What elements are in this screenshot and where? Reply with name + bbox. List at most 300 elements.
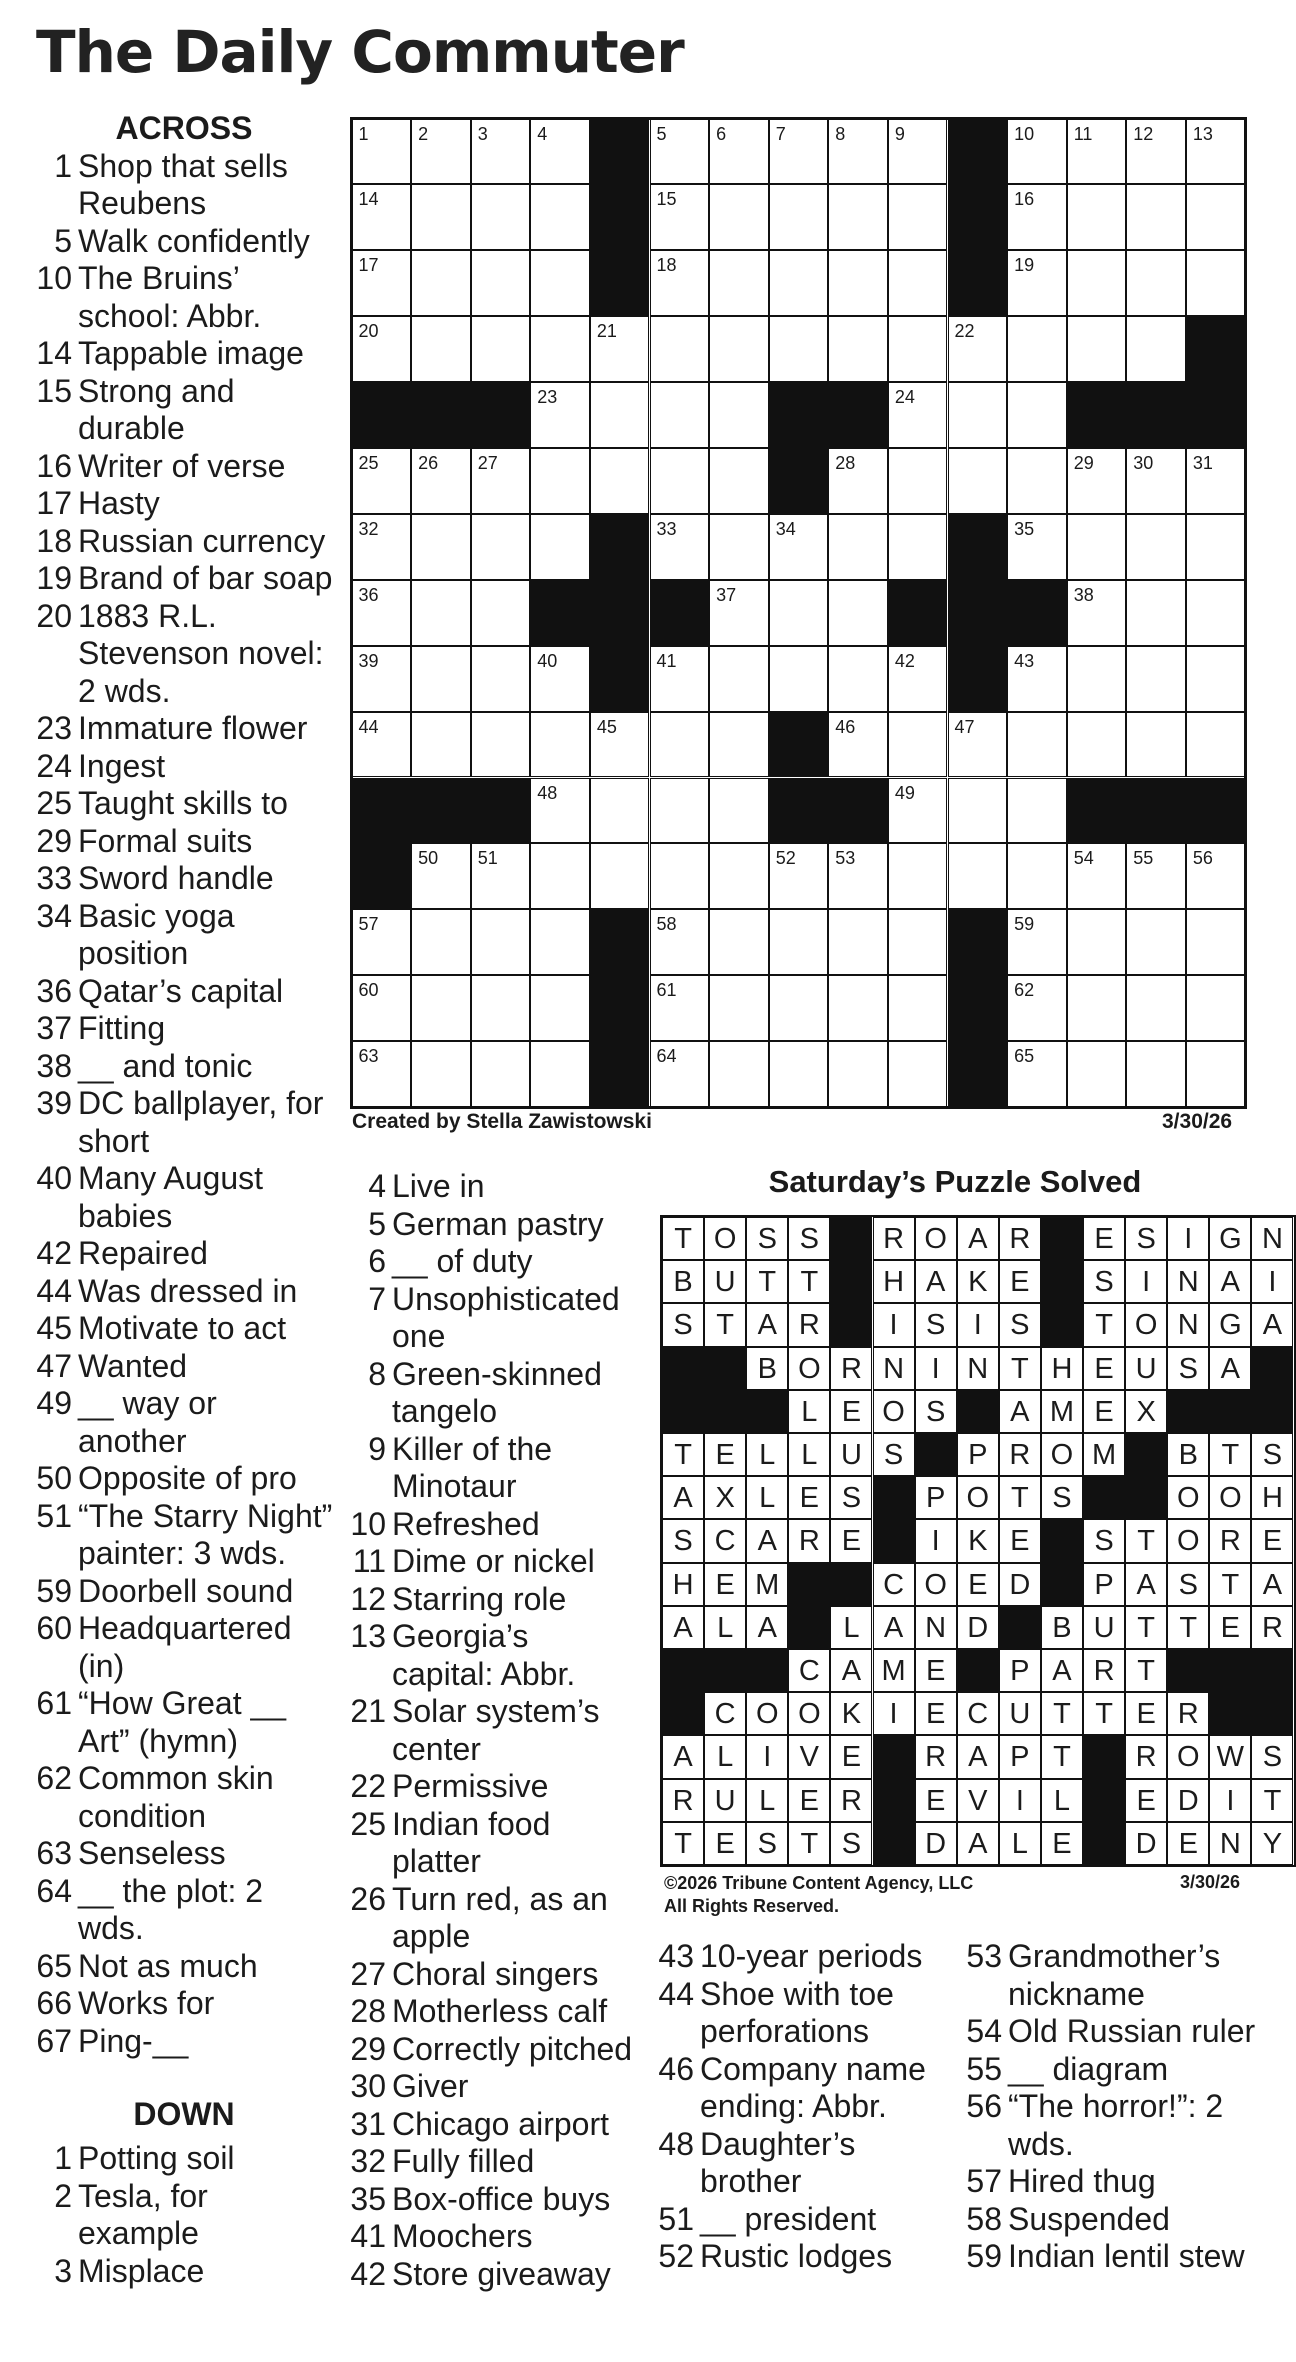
copyright-line2: All Rights Reserved. bbox=[664, 1896, 840, 1916]
solution-cell: Y bbox=[1251, 1822, 1293, 1865]
grid-cell[interactable] bbox=[530, 975, 590, 1041]
grid-cell[interactable] bbox=[650, 778, 710, 844]
grid-cell[interactable] bbox=[1067, 119, 1127, 185]
grid-cell[interactable] bbox=[888, 448, 948, 514]
grid-cell[interactable] bbox=[769, 250, 829, 316]
grid-cell[interactable] bbox=[471, 250, 531, 316]
grid-cell[interactable] bbox=[411, 975, 471, 1041]
solution-cell: M bbox=[873, 1649, 915, 1692]
solution-cell: R bbox=[830, 1347, 872, 1390]
grid-cell[interactable] bbox=[352, 975, 412, 1041]
grid-cell[interactable] bbox=[411, 316, 471, 382]
grid-cell[interactable] bbox=[1126, 909, 1186, 975]
cell-number: 55 bbox=[1133, 848, 1154, 869]
grid-cell[interactable] bbox=[352, 250, 412, 316]
grid-cell[interactable] bbox=[709, 1041, 769, 1107]
clue-number: 5 bbox=[54, 222, 72, 259]
grid-cell[interactable] bbox=[471, 448, 531, 514]
grid-cell[interactable] bbox=[530, 1041, 590, 1107]
solution-cell: N bbox=[1209, 1822, 1251, 1865]
solution-cell: B bbox=[746, 1347, 788, 1390]
grid-cell[interactable] bbox=[530, 909, 590, 975]
grid-cell[interactable] bbox=[1067, 514, 1127, 580]
grid-cell[interactable] bbox=[1186, 184, 1246, 250]
grid-cell[interactable] bbox=[828, 712, 888, 778]
grid-cell[interactable] bbox=[411, 119, 471, 185]
grid-cell[interactable] bbox=[1186, 250, 1246, 316]
clue-text: Daughter’s brother bbox=[700, 2125, 856, 2199]
grid-cell[interactable] bbox=[1067, 580, 1127, 646]
grid-block bbox=[948, 975, 1008, 1041]
grid-cell[interactable] bbox=[1067, 250, 1127, 316]
grid-cell[interactable] bbox=[650, 514, 710, 580]
grid-cell[interactable] bbox=[1007, 712, 1067, 778]
grid-cell[interactable] bbox=[1126, 316, 1186, 382]
grid-cell[interactable] bbox=[530, 514, 590, 580]
grid-cell[interactable] bbox=[1186, 448, 1246, 514]
grid-cell[interactable] bbox=[769, 843, 829, 909]
solution-cell: A bbox=[1041, 1649, 1083, 1692]
solution-cell: T bbox=[1125, 1606, 1167, 1649]
solution-cell: W bbox=[1209, 1735, 1251, 1778]
solution-cell: A bbox=[873, 1606, 915, 1649]
grid-cell[interactable] bbox=[471, 646, 531, 712]
grid-cell[interactable] bbox=[530, 250, 590, 316]
grid-cell[interactable] bbox=[1007, 448, 1067, 514]
grid-cell[interactable] bbox=[709, 119, 769, 185]
cell-number: 17 bbox=[358, 255, 379, 276]
grid-cell[interactable] bbox=[1067, 316, 1127, 382]
clue bbox=[656, 2126, 956, 2201]
cell-number: 20 bbox=[358, 321, 379, 342]
solution-block bbox=[957, 1390, 999, 1433]
grid-cell[interactable] bbox=[1126, 250, 1186, 316]
grid-cell[interactable] bbox=[590, 448, 650, 514]
solution-block bbox=[746, 1649, 788, 1692]
cell-number: 56 bbox=[1192, 848, 1213, 869]
clue-number: 9 bbox=[368, 1430, 386, 1467]
grid-cell[interactable] bbox=[888, 975, 948, 1041]
grid-cell[interactable] bbox=[590, 382, 650, 448]
solution-cell: I bbox=[1125, 1260, 1167, 1303]
solution-cell: L bbox=[788, 1433, 830, 1476]
grid-cell[interactable] bbox=[352, 1041, 412, 1107]
grid-cell[interactable] bbox=[1126, 646, 1186, 712]
grid-cell[interactable] bbox=[709, 448, 769, 514]
grid-cell[interactable] bbox=[709, 580, 769, 646]
grid-cell[interactable] bbox=[352, 184, 412, 250]
clue bbox=[964, 1938, 1269, 2013]
grid-cell[interactable] bbox=[1007, 316, 1067, 382]
grid-cell[interactable] bbox=[888, 184, 948, 250]
across-heading: ACROSS bbox=[115, 110, 253, 146]
clue bbox=[34, 823, 334, 861]
grid-cell[interactable] bbox=[530, 382, 590, 448]
clue bbox=[34, 1573, 334, 1611]
clue-text: __ and tonic bbox=[78, 1047, 253, 1084]
grid-cell[interactable] bbox=[1007, 778, 1067, 844]
clue-number: 59 bbox=[966, 2238, 1002, 2274]
grid-cell[interactable] bbox=[828, 646, 888, 712]
grid-cell[interactable] bbox=[1007, 184, 1067, 250]
cell-number: 11 bbox=[1073, 123, 1093, 144]
grid-cell[interactable] bbox=[471, 316, 531, 382]
grid-cell[interactable] bbox=[530, 843, 590, 909]
clue bbox=[34, 523, 334, 561]
solution-block bbox=[788, 1606, 830, 1649]
grid-cell[interactable] bbox=[530, 778, 590, 844]
grid-cell[interactable] bbox=[411, 843, 471, 909]
clue-number: 57 bbox=[966, 2163, 1002, 2199]
solution-cell: G bbox=[1209, 1217, 1251, 1260]
grid-cell[interactable] bbox=[709, 909, 769, 975]
solution-cell: U bbox=[704, 1260, 746, 1303]
grid-block bbox=[1186, 382, 1246, 448]
grid-cell[interactable] bbox=[828, 250, 888, 316]
grid-cell[interactable] bbox=[530, 448, 590, 514]
clue bbox=[348, 1618, 638, 1693]
clue bbox=[34, 1835, 334, 1873]
solution-cell: A bbox=[746, 1519, 788, 1562]
clue-text: Dime or nickel bbox=[392, 1543, 595, 1579]
grid-cell[interactable] bbox=[650, 909, 710, 975]
grid-cell[interactable] bbox=[1067, 646, 1127, 712]
grid-cell[interactable] bbox=[769, 580, 829, 646]
grid-cell[interactable] bbox=[352, 316, 412, 382]
grid-cell[interactable] bbox=[888, 778, 948, 844]
grid-block bbox=[352, 382, 412, 448]
grid-cell[interactable] bbox=[1126, 119, 1186, 185]
clue-number: 51 bbox=[36, 1497, 72, 1534]
grid-cell[interactable] bbox=[948, 316, 1008, 382]
grid-cell[interactable] bbox=[709, 843, 769, 909]
grid-cell[interactable] bbox=[352, 119, 412, 185]
grid-cell[interactable] bbox=[888, 1041, 948, 1107]
clue-number: 33 bbox=[36, 860, 72, 896]
grid-cell[interactable] bbox=[471, 909, 531, 975]
grid-cell[interactable] bbox=[828, 316, 888, 382]
grid-cell[interactable] bbox=[1007, 975, 1067, 1041]
grid-cell[interactable] bbox=[352, 646, 412, 712]
solution-cell: C bbox=[788, 1649, 830, 1692]
grid-block bbox=[590, 975, 650, 1041]
grid-cell[interactable] bbox=[1186, 646, 1246, 712]
solution-block bbox=[830, 1563, 872, 1606]
masthead-title: The Daily Commuter bbox=[36, 18, 684, 86]
grid-cell[interactable] bbox=[1067, 1041, 1127, 1107]
grid-cell[interactable] bbox=[1007, 909, 1067, 975]
grid-cell[interactable] bbox=[888, 382, 948, 448]
grid-cell[interactable] bbox=[1126, 843, 1186, 909]
solution-cell: N bbox=[957, 1347, 999, 1390]
grid-cell[interactable] bbox=[769, 646, 829, 712]
clue-text: Motherless calf bbox=[392, 1993, 608, 2029]
grid-cell[interactable] bbox=[411, 712, 471, 778]
grid-cell[interactable] bbox=[1067, 448, 1127, 514]
grid-cell[interactable] bbox=[1067, 975, 1127, 1041]
grid-cell[interactable] bbox=[1186, 909, 1246, 975]
solution-cell: E bbox=[1041, 1822, 1083, 1865]
clue-number: 49 bbox=[36, 1385, 72, 1421]
grid-cell[interactable] bbox=[769, 184, 829, 250]
solution-block bbox=[1041, 1303, 1083, 1346]
grid-cell[interactable] bbox=[590, 778, 650, 844]
grid-cell[interactable] bbox=[1186, 514, 1246, 580]
clue-text: Company name ending: Abbr. bbox=[700, 2050, 926, 2124]
clue bbox=[34, 1460, 334, 1498]
grid-cell[interactable] bbox=[769, 909, 829, 975]
grid-cell[interactable] bbox=[1067, 184, 1127, 250]
grid-cell[interactable] bbox=[471, 975, 531, 1041]
clue-number: 35 bbox=[350, 2180, 386, 2217]
grid-cell[interactable] bbox=[471, 514, 531, 580]
solution-cell: T bbox=[788, 1822, 830, 1865]
grid-cell[interactable] bbox=[709, 712, 769, 778]
grid-cell[interactable] bbox=[1126, 712, 1186, 778]
grid-block bbox=[590, 514, 650, 580]
clue-text: Rustic lodges bbox=[700, 2238, 893, 2274]
grid-block bbox=[590, 646, 650, 712]
grid-cell[interactable] bbox=[1186, 712, 1246, 778]
clue-text: Suspended bbox=[1008, 2200, 1170, 2237]
grid-cell[interactable] bbox=[709, 250, 769, 316]
grid-cell[interactable] bbox=[411, 448, 471, 514]
grid-cell[interactable] bbox=[1007, 646, 1067, 712]
grid-cell[interactable] bbox=[1186, 975, 1246, 1041]
cell-number: 57 bbox=[358, 914, 379, 935]
grid-cell[interactable] bbox=[650, 316, 710, 382]
grid-cell[interactable] bbox=[1007, 514, 1067, 580]
grid-cell[interactable] bbox=[1067, 909, 1127, 975]
solution-cell: B bbox=[1167, 1433, 1209, 1476]
cell-number: 28 bbox=[835, 453, 856, 473]
grid-cell[interactable] bbox=[1126, 1041, 1186, 1107]
cell-number: 22 bbox=[954, 321, 975, 342]
grid-cell[interactable] bbox=[352, 514, 412, 580]
grid-cell[interactable] bbox=[650, 184, 710, 250]
grid-cell[interactable] bbox=[709, 975, 769, 1041]
grid-cell[interactable] bbox=[650, 646, 710, 712]
grid-cell[interactable] bbox=[1067, 843, 1127, 909]
grid-cell[interactable] bbox=[828, 514, 888, 580]
grid-cell[interactable] bbox=[650, 975, 710, 1041]
solution-cell: O bbox=[1209, 1476, 1251, 1519]
grid-cell[interactable] bbox=[1007, 843, 1067, 909]
grid-cell[interactable] bbox=[1007, 382, 1067, 448]
grid-cell[interactable] bbox=[888, 514, 948, 580]
grid-cell[interactable] bbox=[769, 514, 829, 580]
clue-number: 10 bbox=[36, 260, 72, 296]
grid-cell[interactable] bbox=[1126, 975, 1186, 1041]
grid-cell[interactable] bbox=[1186, 843, 1246, 909]
grid-cell[interactable] bbox=[590, 843, 650, 909]
clue-number: 55 bbox=[966, 2050, 1002, 2087]
grid-cell[interactable] bbox=[1186, 580, 1246, 646]
cell-number: 36 bbox=[358, 584, 379, 605]
solution-cell: A bbox=[746, 1303, 788, 1346]
solution-block bbox=[1083, 1476, 1125, 1519]
grid-cell[interactable] bbox=[709, 184, 769, 250]
solution-block bbox=[704, 1390, 746, 1433]
grid-cell[interactable] bbox=[888, 909, 948, 975]
grid-cell[interactable] bbox=[530, 646, 590, 712]
grid-cell[interactable] bbox=[411, 909, 471, 975]
grid-cell[interactable] bbox=[769, 316, 829, 382]
cell-number: 2 bbox=[418, 123, 429, 144]
puzzle-credit: Created by Stella Zawistowski bbox=[352, 1110, 652, 1133]
cell-number: 52 bbox=[775, 848, 796, 869]
grid-cell[interactable] bbox=[590, 712, 650, 778]
clue bbox=[348, 1206, 638, 1244]
grid-cell[interactable] bbox=[769, 975, 829, 1041]
grid-cell[interactable] bbox=[948, 382, 1008, 448]
grid-cell[interactable] bbox=[1186, 1041, 1246, 1107]
grid-cell[interactable] bbox=[709, 316, 769, 382]
grid-cell[interactable] bbox=[650, 712, 710, 778]
grid-cell[interactable] bbox=[1007, 119, 1067, 185]
clue-text: Ping-__ bbox=[78, 2022, 189, 2059]
grid-cell[interactable] bbox=[650, 1041, 710, 1107]
grid-block bbox=[948, 646, 1008, 712]
clue-text: Choral singers bbox=[392, 1955, 599, 1992]
grid-cell[interactable] bbox=[650, 448, 710, 514]
solution-cell: D bbox=[999, 1563, 1041, 1606]
grid-cell[interactable] bbox=[828, 975, 888, 1041]
grid-cell[interactable] bbox=[948, 843, 1008, 909]
clue-number: 10 bbox=[350, 1505, 386, 1542]
clue-text: Unsophisticated one bbox=[392, 1280, 620, 1354]
grid-cell[interactable] bbox=[828, 119, 888, 185]
solution-cell: S bbox=[746, 1217, 788, 1260]
grid-cell[interactable] bbox=[1007, 1041, 1067, 1107]
grid-block bbox=[1126, 382, 1186, 448]
grid-cell[interactable] bbox=[411, 184, 471, 250]
clue bbox=[348, 2218, 638, 2256]
cell-number: 9 bbox=[894, 123, 905, 144]
grid-block bbox=[352, 778, 412, 844]
grid-cell[interactable] bbox=[352, 712, 412, 778]
solution-block bbox=[1041, 1563, 1083, 1606]
solution-cell: M bbox=[1041, 1390, 1083, 1433]
grid-cell[interactable] bbox=[471, 843, 531, 909]
solution-cell: L bbox=[746, 1433, 788, 1476]
grid-cell[interactable] bbox=[948, 448, 1008, 514]
grid-cell[interactable] bbox=[1067, 712, 1127, 778]
grid-cell[interactable] bbox=[888, 316, 948, 382]
solution-cell: O bbox=[1125, 1303, 1167, 1346]
clue-number: 29 bbox=[350, 2030, 386, 2067]
grid-cell[interactable] bbox=[1126, 184, 1186, 250]
grid-cell[interactable] bbox=[650, 843, 710, 909]
grid-cell[interactable] bbox=[709, 646, 769, 712]
grid-cell[interactable] bbox=[471, 712, 531, 778]
grid-block bbox=[948, 909, 1008, 975]
grid-cell[interactable] bbox=[1186, 119, 1246, 185]
grid-cell[interactable] bbox=[888, 250, 948, 316]
clue bbox=[34, 973, 334, 1011]
grid-cell[interactable] bbox=[471, 119, 531, 185]
clue-number: 42 bbox=[36, 1235, 72, 1271]
grid-cell[interactable] bbox=[411, 646, 471, 712]
solution-block bbox=[662, 1347, 704, 1390]
grid-cell[interactable] bbox=[530, 712, 590, 778]
grid-cell[interactable] bbox=[530, 119, 590, 185]
grid-cell[interactable] bbox=[709, 514, 769, 580]
grid-cell[interactable] bbox=[1126, 580, 1186, 646]
grid-cell[interactable] bbox=[590, 316, 650, 382]
grid-cell[interactable] bbox=[709, 382, 769, 448]
solution-cell: I bbox=[1209, 1779, 1251, 1822]
grid-cell[interactable] bbox=[650, 382, 710, 448]
clue-text: “The horror!”: 2 wds. bbox=[1008, 2088, 1224, 2162]
grid-cell[interactable] bbox=[888, 646, 948, 712]
grid-cell[interactable] bbox=[352, 580, 412, 646]
grid-cell[interactable] bbox=[411, 1041, 471, 1107]
grid-cell[interactable] bbox=[828, 1041, 888, 1107]
grid-cell[interactable] bbox=[828, 909, 888, 975]
grid-cell[interactable] bbox=[1126, 448, 1186, 514]
grid-cell[interactable] bbox=[888, 712, 948, 778]
grid-cell[interactable] bbox=[1126, 514, 1186, 580]
grid-cell[interactable] bbox=[411, 250, 471, 316]
grid-cell[interactable] bbox=[471, 184, 531, 250]
clue-text: Turn red, as an apple bbox=[392, 1880, 608, 1954]
clue-text: Grandmother’s nickname bbox=[1008, 1938, 1221, 2012]
grid-cell[interactable] bbox=[769, 1041, 829, 1107]
cell-number: 44 bbox=[358, 716, 379, 737]
solution-cell: R bbox=[1167, 1692, 1209, 1735]
grid-cell[interactable] bbox=[530, 316, 590, 382]
grid-cell[interactable] bbox=[948, 712, 1008, 778]
grid-cell[interactable] bbox=[828, 448, 888, 514]
clue-text: Tappable image bbox=[78, 335, 304, 371]
grid-cell[interactable] bbox=[650, 250, 710, 316]
solution-cell: C bbox=[957, 1692, 999, 1735]
grid-cell[interactable] bbox=[888, 119, 948, 185]
puzzle-date: 3/30/26 bbox=[1162, 1110, 1233, 1133]
grid-cell[interactable] bbox=[471, 580, 531, 646]
grid-cell[interactable] bbox=[411, 580, 471, 646]
solution-block bbox=[1083, 1735, 1125, 1778]
grid-cell[interactable] bbox=[530, 184, 590, 250]
clue bbox=[348, 2181, 638, 2219]
grid-cell[interactable] bbox=[650, 119, 710, 185]
clue-number: 21 bbox=[350, 1693, 386, 1729]
grid-cell[interactable] bbox=[828, 843, 888, 909]
grid-cell[interactable] bbox=[352, 448, 412, 514]
grid-block bbox=[1126, 778, 1186, 844]
grid-cell[interactable] bbox=[1007, 250, 1067, 316]
clue-text: Potting soil bbox=[78, 2140, 235, 2176]
grid-block bbox=[590, 119, 650, 185]
grid-cell[interactable] bbox=[948, 778, 1008, 844]
clue bbox=[34, 1985, 334, 2023]
clue-text: Ingest bbox=[78, 747, 166, 784]
grid-cell[interactable] bbox=[828, 184, 888, 250]
grid-cell[interactable] bbox=[709, 778, 769, 844]
crossword-grid[interactable] bbox=[350, 117, 1247, 1109]
grid-cell[interactable] bbox=[352, 909, 412, 975]
grid-cell[interactable] bbox=[888, 843, 948, 909]
grid-cell[interactable] bbox=[828, 580, 888, 646]
grid-cell[interactable] bbox=[769, 119, 829, 185]
clue bbox=[34, 710, 334, 748]
clue-text: Tesla, for example bbox=[78, 2177, 208, 2251]
grid-cell[interactable] bbox=[411, 514, 471, 580]
cell-number: 6 bbox=[716, 123, 727, 144]
clue bbox=[348, 1356, 638, 1431]
grid-cell[interactable] bbox=[471, 1041, 531, 1107]
